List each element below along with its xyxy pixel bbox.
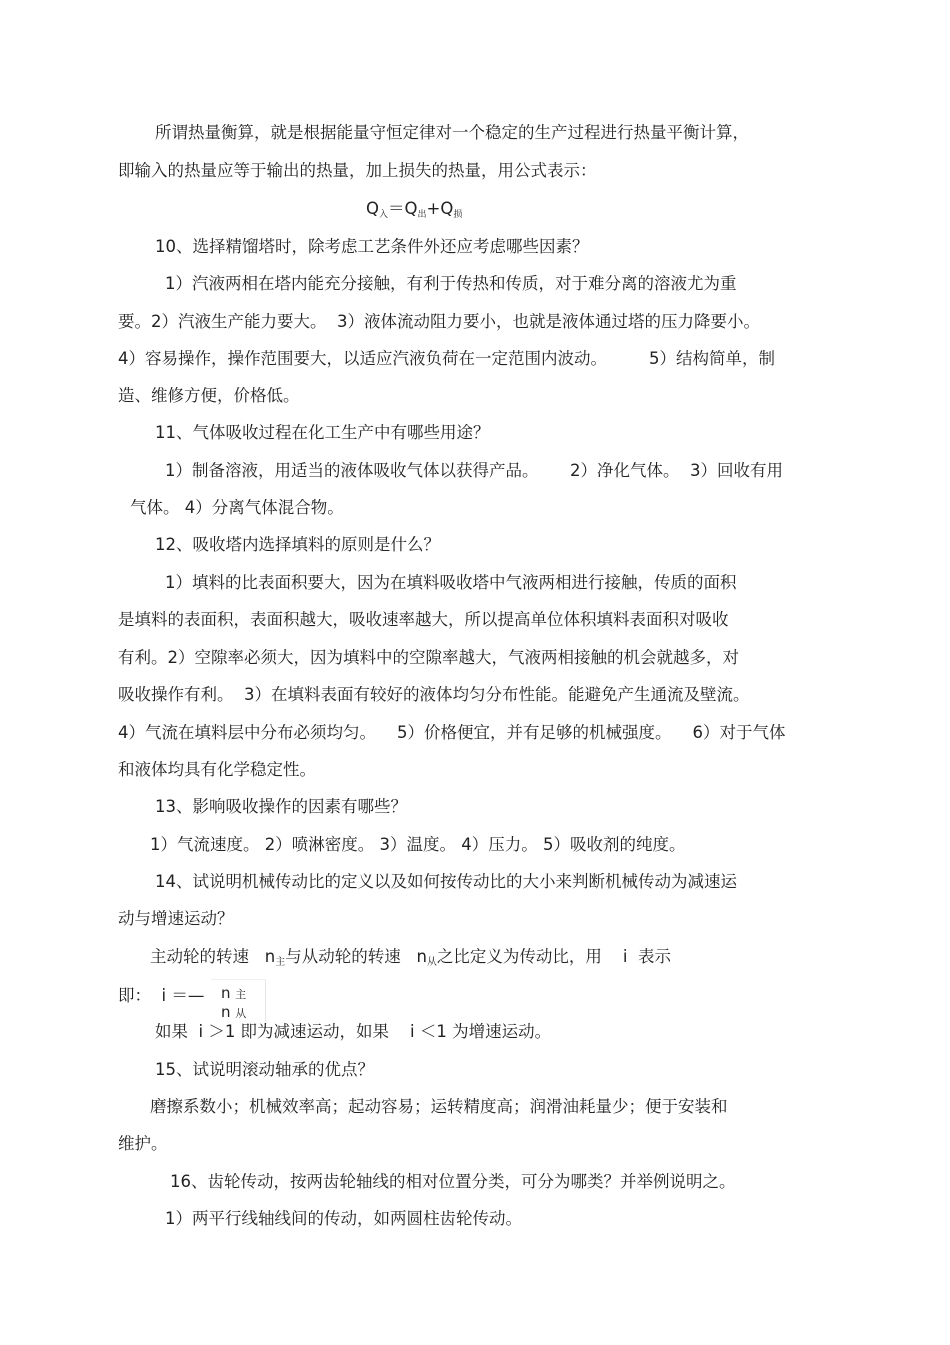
formula-sub-loss: 损 xyxy=(453,210,463,220)
q12-answer-line-5: 4）气流在填料层中分布必须均匀。 5）价格便宜，并有足够的机械强度。 6）对于气体 xyxy=(118,723,786,742)
q15-answer-line-2: 维护。 xyxy=(118,1134,168,1153)
formula-plus-q: +Q xyxy=(426,199,454,218)
fraction-numerator xyxy=(221,984,246,1004)
q12-answer-line-6: 和液体均具有化学稳定性。 xyxy=(118,760,316,779)
numerator-n: n xyxy=(221,984,231,1002)
q14-def-sub-b: 从 xyxy=(426,957,437,968)
q14-definition xyxy=(150,947,671,973)
heat-balance-formula xyxy=(366,199,462,225)
q11-question: 11、气体吸收过程在化工生产中有哪些用途？ xyxy=(155,423,490,442)
fraction-denominator xyxy=(221,1003,246,1023)
q10-answer-line-2: 要。2）汽液生产能力要大。 3）液体流动阻力要小，也就是液体通过塔的压力降要小。 xyxy=(118,312,760,331)
q11-answer-line-1: 1）制备溶液，用适当的液体吸收气体以获得产品。 2）净化气体。 3）回收有用 xyxy=(165,461,783,480)
q14-question-line-2: 动与增速运动？ xyxy=(118,909,234,928)
q11-answer-line-2: 气体。 4）分离气体混合物。 xyxy=(130,498,344,517)
q12-answer-line-3: 有利。2）空隙率必须大，因为填料中的空隙率越大，气液两相接触的机会就越多，对 xyxy=(118,648,739,667)
q15-answer-line-1: 磨擦系数小；机械效率高；起动容易；运转精度高；润滑油耗量少；便于安装和 xyxy=(150,1097,728,1116)
formula-q-out: Q xyxy=(404,199,418,218)
intro-line-1: 所谓热量衡算，就是根据能量守恒定律对一个稳定的生产过程进行热量平衡计算， xyxy=(155,123,749,142)
denominator-sub: 从 xyxy=(235,1007,247,1020)
q13-question: 13、影响吸收操作的因素有哪些？ xyxy=(155,797,407,816)
q14-def-part-c: 之比定义为传动比，用 i 表示 xyxy=(436,947,671,966)
q12-question: 12、吸收塔内选择填料的原则是什么？ xyxy=(155,535,440,554)
formula-sub-out: 出 xyxy=(417,210,427,220)
q15-question: 15、试说明滚动轴承的优点？ xyxy=(155,1060,374,1079)
q14-question-line-1: 14、试说明机械传动比的定义以及如何按传动比的大小来判断机械传动为减速运 xyxy=(155,872,737,891)
formula-sub-in: 入 xyxy=(379,210,389,220)
q14-formula-label: 即： i ＝— xyxy=(118,986,205,1005)
q10-answer-line-1: 1）汽液两相在塔内能充分接触，有利于传热和传质，对于难分离的溶液尤为重 xyxy=(165,274,737,293)
q14-def-part-b: 与从动轮的转速 n xyxy=(285,947,427,966)
q10-answer-line-4: 造、维修方便，价格低。 xyxy=(118,386,300,405)
q16-answer-line-1: 1）两平行线轴线间的传动，如两圆柱齿轮传动。 xyxy=(165,1209,522,1228)
q12-answer-line-2: 是填料的表面积，表面积越大，吸收速率越大，所以提高单位体积填料表面积对吸收 xyxy=(118,610,729,629)
q12-answer-line-1: 1）填料的比表面积要大，因为在填料吸收塔中气液两相进行接触，传质的面积 xyxy=(165,573,737,592)
formula-equals: ＝ xyxy=(388,199,405,218)
numerator-sub: 主 xyxy=(235,988,247,1001)
q14-rule: 如果 i ＞1 即为减速运动，如果 i ＜1 为增速运动。 xyxy=(155,1022,552,1041)
denominator-n: n xyxy=(221,1003,231,1021)
formula-q-in: Q xyxy=(366,199,379,218)
q16-question: 16、齿轮传动，按两齿轮轴线的相对位置分类，可分为哪类？并举例说明之。 xyxy=(170,1172,736,1191)
q12-answer-line-4: 吸收操作有利。 3）在填料表面有较好的液体均匀分布性能。能避免产生通流及壁流。 xyxy=(118,685,750,704)
q10-answer-line-3: 4）容易操作，操作范围要大，以适应汽液负荷在一定范围内波动。 5）结构简单，制 xyxy=(118,349,775,368)
q14-def-sub-a: 主 xyxy=(275,957,286,968)
intro-line-2: 即输入的热量应等于输出的热量，加上损失的热量，用公式表示： xyxy=(118,161,597,180)
q10-question: 10、选择精馏塔时，除考虑工艺条件外还应考虑哪些因素？ xyxy=(155,237,589,256)
ratio-fraction xyxy=(211,979,266,1022)
q14-def-part-a: 主动轮的转速 n xyxy=(150,947,276,966)
q13-answer-line-1: 1）气流速度。 2）喷淋密度。 3）温度。 4）压力。 5）吸收剂的纯度。 xyxy=(150,835,686,854)
